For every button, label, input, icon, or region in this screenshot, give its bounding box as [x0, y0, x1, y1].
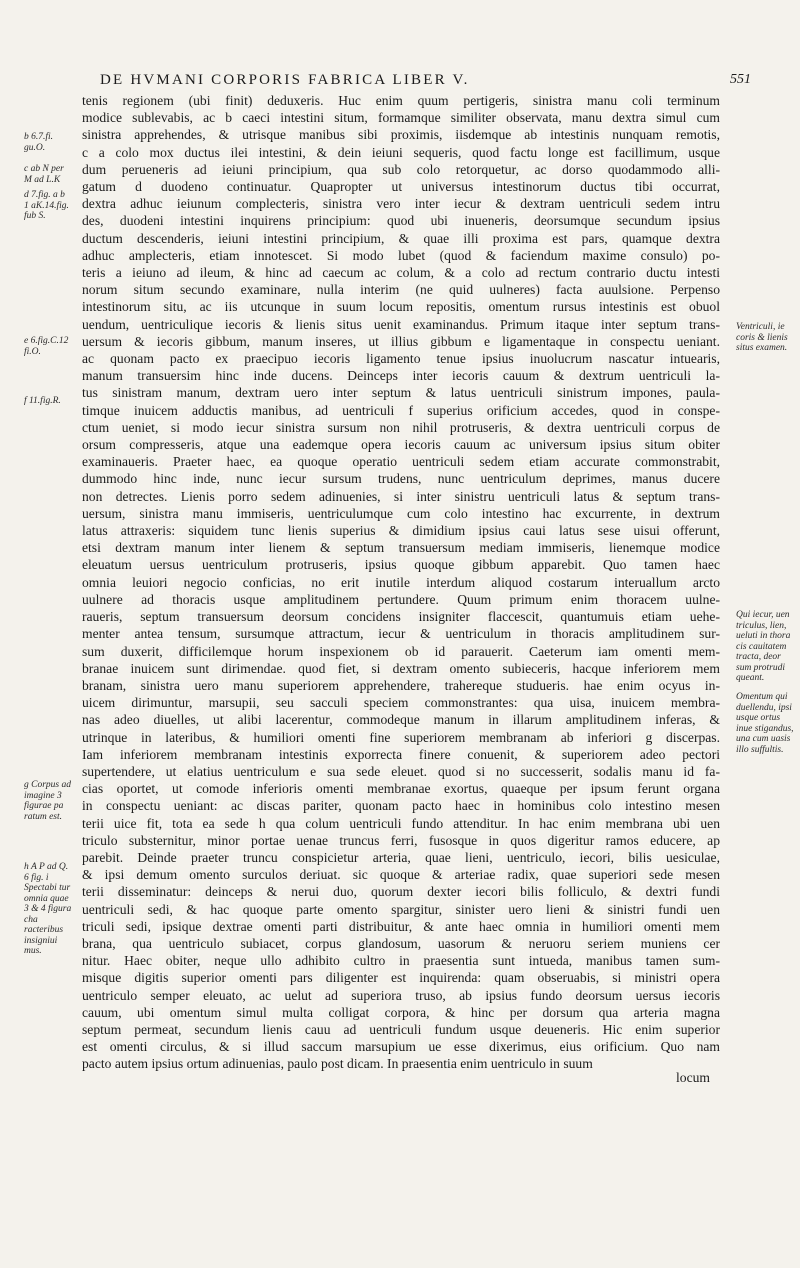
text-line: tus sinistram manum, dextram uero inter septum & latus uentriculi sinistrum impones, paula-	[82, 385, 720, 401]
text-line: pacto autem ipsius ortum adinuenias, paulo post dicam. In praesentia enim uentriculo in suum	[82, 1056, 593, 1072]
text-line: ac quonam pacto ex praecipuo iecoris ligamento tenue ipsius inuolucrum nascatur intuearis,	[82, 351, 720, 367]
text-line: norum situm secundo examinare, nulla interim (ne quid uulneres) facta auulsione. Perpenso	[82, 282, 720, 298]
text-line: terii disseminatur: deinceps & nerui duo, quorum dexter iecori bilis folliculo, & dextri fundi	[82, 884, 720, 900]
text-line: est omenti circulus, & si illud saccum marsupium ue esse dixerimus, eius orificium. Quo nam	[82, 1039, 720, 1055]
text-line: non detrectes. Lienis porro sedem adinuenies, si inter sinistru uentriculi latus & septum trans-	[82, 488, 720, 504]
running-head: DE HVMANI CORPORIS FABRICA LIBER V.	[100, 72, 470, 88]
catchword: locum	[676, 1070, 710, 1085]
right-margin-note: Qui iecur, uen triculus, lien, ueluti in thora cis cauitatem tracta, deor sum protrudi queant.	[736, 610, 791, 683]
left-margin-note: e 6.fig.C.12 fi.O.	[24, 336, 69, 357]
text-line: supertendere, ut elatius uentriculum e sua sede eleuet. quod si no successerit, sodalis manu id fa-	[82, 763, 720, 779]
left-margin-note: f 11.fig.R.	[24, 396, 61, 406]
text-line: etsi dextram manum inter lienem & septum transuersum mediam immiseris, lienemque modice	[82, 540, 720, 556]
text-line: dextra adhuc ieiunum complecteris, sinistra vero inter iecur & dextram uentriculi sedem intru	[82, 196, 720, 212]
text-line: triculo substernitur, minor portae uenae truncus ferri, fusosque in quos digeritur ramos educere, ap	[82, 832, 720, 848]
text-line: septum permeat, secundum lienis cauu ad uentriculi fundum usque deueneris. Hic enim superior	[82, 1021, 720, 1037]
left-margin-note: g Corpus ad imagine 3 figurae pa ratum est.	[24, 780, 71, 822]
text-line: dum perueneris ad ieiuni principium, qua sub colo retorquetur, ac dorso quodammodo alli-	[82, 161, 720, 177]
left-margin-note: b 6.7.fi. gu.O.	[24, 132, 54, 153]
text-line: in conspectu ueniant: ac discas pariter, quonam pacto haec in hominibus colo intestino mesen	[82, 798, 720, 814]
text-line: uicem dirimuntur, marsupii, seu sacculi speciem commonstrantes: qua uisa, inuicem membra-	[82, 695, 720, 711]
text-line: terii uice fit, tota ea sede h qua colum uentriculi fundo attenditur. In hac enim membrana ubi uen	[82, 815, 720, 831]
text-line: raueris, septum transuersum deorsum concidens insigniter flaccescit, quantumuis etiam uehe-	[82, 609, 720, 625]
text-line: adhuc amplecteris, etiam innotescet. Si modo lubet (quod & faciendum maxime consulo) po-	[82, 247, 720, 263]
text-line: manum transuersim hinc inde ducens. Deinceps inter iecoris cauum & dextrum uentriculi la-	[82, 368, 720, 384]
text-line: dummodo hinc inde, nunc iecur sursum trudens, nunc uentriculum deprimes, manus ducere	[82, 471, 720, 487]
text-line: brana, qua uentriculo subiacet, corpus glandosum, uasorum & neruoru seriem muniens cer	[82, 935, 720, 951]
text-line: gatum d duodeno continuatur. Quapropter ut universus intestinorum ductus tibi occurrat,	[82, 179, 720, 195]
text-line: parebit. Deinde praeter truncu conspicietur arteria, quae lieni, uentriculo, iecori, bilis uesiculae,	[82, 849, 720, 865]
text-line: c a colo mox ductus ilei intestini, & dein ieiuni sequeris, quod factu longe est facillimum, usque	[82, 144, 720, 160]
text-line: utrinque in lateribus, & humiliori omenti fine superiorem membranam ab inferiori g discerpas.	[82, 729, 720, 745]
text-line: eleuatum uersus uentriculum protruseris, ipsius quoque gibbum apparebit. Quo tamen haec	[82, 557, 720, 573]
text-line: orsum compresseris, atque una eademque opera iecoris cauum ac universum ipsius situm obiter	[82, 437, 720, 453]
text-line: omnia leuiori negocio conficias, no erit inutile interdum aliquod costarum interuallum arcto	[82, 574, 720, 590]
text-line: sum duxerit, difficilemque horum inspexionem ob id parauerit. Caeterum iam omenti mem-	[82, 643, 720, 659]
text-line: tenis regionem (ubi finit) deduxeris. Huc enim quum pertigeris, sinistra manu coli terminum	[82, 93, 720, 108]
left-margin-note: h A P ad Q. 6 fig. i Spectabi tur omnia quae 3 & 4 figura cha racteribus insigniui mus.	[24, 862, 72, 956]
text-line: uendum, uentriculique iecoris & lienis situs uenit examinandus. Primum itaque inter septum trans-	[82, 316, 720, 332]
text-line: latus attraxeris: siquidem tunc lienis superius & dimidium ipsius caui latus sese uisui offerunt,	[82, 523, 720, 539]
left-margin-note: d 7.fig. a b 1 aK.14.fig. fub S.	[24, 190, 69, 221]
text-line: des, duodeni intestini inquirens principium: quod ubi inueneris, deorsumque secundum ipsius	[82, 213, 720, 229]
text-line: teris a ieiuno ad ileum, & hinc ad caecum ac colum, & a colo ad rectum contrario ductu intesti	[82, 265, 720, 281]
text-line: branam, sinistra uero manu superiorem apprehendere, trahereque studueris. hae enim ocyus in-	[82, 677, 720, 693]
page-number: 551	[730, 72, 751, 87]
text-line: sinistra apprehendes, & utrisque manibus sibi proximis, iisdemque ab intestinis nunquam remotis,	[82, 127, 720, 143]
text-line: & ipsi demum omento surculos deriuat. sic quoque & arteriae radix, quae superiori sede mesen	[82, 867, 720, 883]
right-margin-note: Ventriculi, ie coris & lienis situs examen.	[736, 322, 788, 353]
main-text-block	[82, 92, 720, 1073]
text-line: uersum & iecoris gibbum, manum inseres, ut illius gibbum e ligamentaque in conspectu ueniant.	[82, 333, 720, 349]
text-line: nas adeo diuelles, ut alibi lacerentur, commodeque manum in illarum amplitudinem inferas, &	[82, 712, 720, 728]
text-line: Iam inferiorem membranam intestinis exporrecta finere conuenit, & superiorem adeo pectori	[82, 746, 720, 762]
text-line: nitur. Haec obiter, neque ullo adhibito cultro in praesentia sunt intueda, manibus tamen sum-	[82, 953, 720, 969]
text-line: uentriculi sedi, & hac quoque parte omento spargitur, sinister uero lieni & sinistri fundi uen	[82, 901, 720, 917]
text-line: menter antea tensum, sursumque attractum, iecur & uentriculum in thoracis amplitudinem sur-	[82, 626, 720, 642]
text-line: ductum descenderis, ieiuni intestini principium, & quae illi proxima est pars, quamque dextra	[82, 230, 720, 246]
text-line: ctum ueniet, si modo iecur sinistra sursum non nihil protruseris, & dextra uentriculi corpus de	[82, 419, 720, 435]
text-line: examinaueris. Praeter haec, ea quoque operatio uentriculi sedem etiam accurate commonstrabit,	[82, 454, 720, 470]
text-line: uulnere ad thoracis usque amplitudinem pertundere. Quum primum enim thoracem uulne-	[82, 591, 720, 607]
text-line: misque digitis superior omenti pars diligenter est inquirenda: quam obseruabis, si ministri opera	[82, 970, 720, 986]
left-margin-note: c ab N per M ad L.K	[24, 164, 64, 185]
text-line: branae inuicem sunt dirimendae. quod fiet, si dextram omento subieceris, hacque inferiorem mem	[82, 660, 720, 676]
text-line: modice sublevabis, ac b caeci intestini situm, formamque similiter observata, manu dextra simul cum	[82, 110, 720, 126]
text-line: uentriculo semper eleuato, ac uelut ad superiora truso, ab ipsius fundo deorsum uersus iecoris	[82, 987, 720, 1003]
text-line: cias oportet, ut comode inferioris omenti membranae exortus, quaeque per ipsum ferunt organa	[82, 781, 720, 797]
text-line: triculi sedi, ipsique dextrae omenti parti distribuitur, & ante haec omnia in humiliori omenti mem	[82, 918, 720, 934]
text-line: intestinorum situ, ac iis utcunque in suum locum repositis, omentum rursus intestinis est obuol	[82, 299, 720, 315]
text-line: uersum, sinistra manu immiseris, uentriculumque cum colo intestino hac excurrente, in dextrum	[82, 505, 720, 521]
text-line: cauum, ubi omentum simul multa colligat corpora, & hinc per dorsum qua arteria magna	[82, 1004, 720, 1020]
right-margin-note: Omentum qui duellendu, ipsi usque ortus inue stigandus, una cum uasis illo suffultis.	[736, 692, 794, 755]
text-line: timque inuicem adductis manibus, ad uentriculi f superius orificium accedes, quod in conspe-	[82, 402, 720, 418]
